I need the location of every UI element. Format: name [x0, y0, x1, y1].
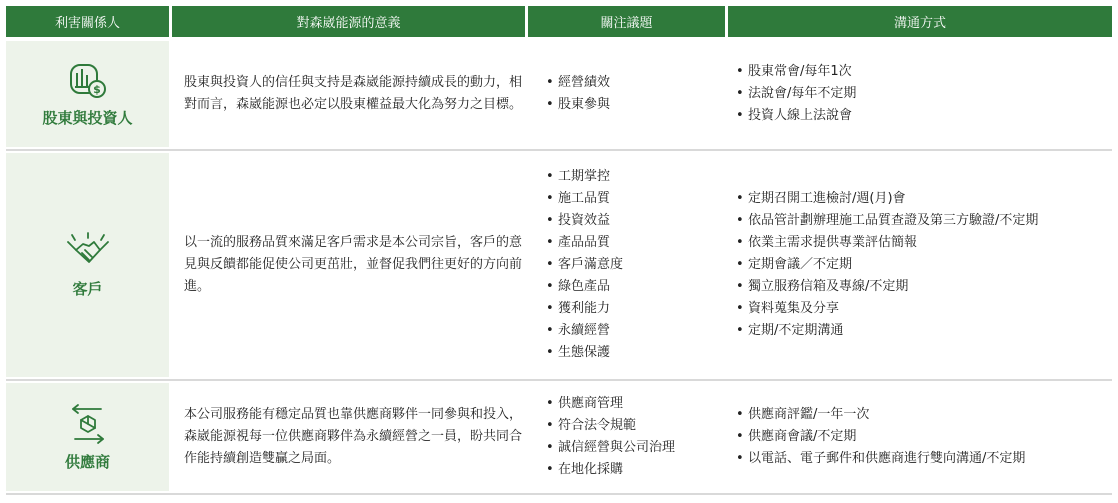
method-item: • 獨立服務信箱及專線/不定期 — [736, 276, 1038, 298]
methods-cell — [736, 151, 1112, 379]
method-item: • 以電話、電子郵件和供應商進行雙向溝通/不定期 — [736, 448, 1025, 470]
investor-chart-coin-icon — [67, 61, 109, 101]
method-item: • 定期會議／不定期 — [736, 254, 1038, 276]
methods-cell — [736, 381, 1112, 493]
significance-text: 股東與投資人的信任與支持是森崴能源持續成長的動力，相對而言，森崴能源也必定以股東權益最大化為努力之目標。 — [184, 75, 523, 112]
topic-item: • 永續經營 — [546, 320, 623, 342]
topic-item: • 獲利能力 — [546, 298, 623, 320]
stakeholder-name: 股東與投資人 — [42, 108, 133, 127]
svg-text:$: $ — [92, 82, 101, 96]
topics-cell — [546, 39, 726, 149]
significance-text: 以一流的服務品質來滿足客戶需求是本公司宗旨，客戶的意見與反饋都能促使公司更茁壯，並督促我們往更好的方向前進。 — [184, 235, 523, 294]
topic-item: • 投資效益 — [546, 210, 623, 232]
methods-cell — [736, 39, 1112, 149]
table-row — [6, 381, 1112, 495]
topic-item: • 誠信經營與公司治理 — [546, 437, 675, 459]
method-item: • 投資人線上法說會 — [736, 105, 856, 127]
method-item: • 供應商評鑑/一年一次 — [736, 404, 1025, 426]
stakeholder-name: 客戶 — [72, 279, 103, 298]
header-stakeholder: 利害關係人 — [6, 6, 169, 37]
topics-list — [546, 166, 623, 364]
methods-list — [736, 61, 856, 127]
header-significance: 對森崴能源的意義 — [172, 6, 525, 37]
significance-text: 本公司服務能有穩定品質也靠供應商夥伴一同參與和投入，森崴能源視每一位供應商夥伴為永續經營之一員，盼共同合作能持續創造雙贏之局面。 — [184, 407, 523, 466]
table-row — [6, 151, 1112, 381]
topics-cell — [546, 151, 726, 379]
topics-cell — [546, 381, 726, 493]
stakeholder-cell — [6, 41, 169, 147]
topic-item: • 供應商管理 — [546, 393, 675, 415]
header-communication: 溝通方式 — [728, 6, 1112, 37]
method-item: • 供應商會議/不定期 — [736, 426, 1025, 448]
topic-item: • 客戶滿意度 — [546, 254, 623, 276]
method-item: • 定期/不定期溝通 — [736, 320, 1038, 342]
stakeholder-cell — [6, 383, 169, 491]
topics-list — [546, 72, 610, 116]
topic-item: • 綠色產品 — [546, 276, 623, 298]
topic-item: • 產品品質 — [546, 232, 623, 254]
methods-list — [736, 188, 1038, 342]
method-item: • 股東常會/每年1次 — [736, 61, 856, 83]
topic-item: • 在地化採購 — [546, 459, 675, 481]
method-item: • 定期召開工進檢討/週(月)會 — [736, 188, 1038, 210]
method-item: • 依品管計劃辦理施工品質查證及第三方驗證/不定期 — [736, 210, 1038, 232]
handshake-icon — [65, 232, 111, 272]
method-item: • 資料蒐集及分享 — [736, 298, 1038, 320]
topic-item: • 工期掌控 — [546, 166, 623, 188]
stakeholder-name: 供應商 — [64, 452, 110, 471]
methods-list — [736, 404, 1025, 470]
method-item: • 法說會/每年不定期 — [736, 83, 856, 105]
topic-item: • 經營績效 — [546, 72, 610, 94]
header-topics: 關注議題 — [528, 6, 725, 37]
table-row — [6, 39, 1112, 151]
topics-list — [546, 393, 675, 481]
stakeholder-cell — [6, 153, 169, 377]
topic-item: • 施工品質 — [546, 188, 623, 210]
topic-item: • 符合法令規範 — [546, 415, 675, 437]
topic-item: • 股東參與 — [546, 94, 610, 116]
supplier-exchange-icon — [67, 403, 109, 445]
method-item: • 依業主需求提供專業評估簡報 — [736, 232, 1038, 254]
topic-item: • 生態保護 — [546, 342, 623, 364]
